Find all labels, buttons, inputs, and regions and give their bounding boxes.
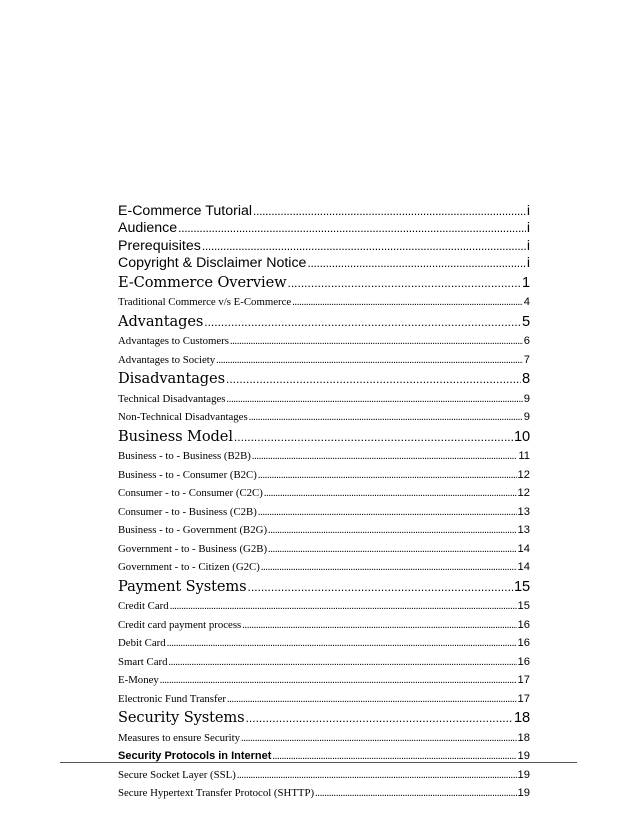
leader-dots bbox=[242, 617, 516, 635]
toc-entry-page: 12 bbox=[517, 487, 530, 500]
leader-dots bbox=[252, 448, 518, 466]
toc-entry[interactable] bbox=[118, 766, 530, 785]
leader-dots bbox=[226, 369, 521, 390]
toc-entry[interactable] bbox=[118, 238, 530, 255]
toc-entry-title: E-Money bbox=[118, 674, 159, 687]
toc-entry-title: Prerequisites bbox=[118, 237, 201, 254]
leader-dots bbox=[292, 294, 523, 312]
toc-entry-page: 18 bbox=[513, 710, 530, 727]
toc-entry-title: Credit Card bbox=[118, 600, 169, 613]
toc-entry-page: 19 bbox=[517, 768, 530, 781]
toc-entry-page: 5 bbox=[521, 313, 530, 330]
leader-dots bbox=[226, 391, 522, 409]
toc-entry-title: Advantages bbox=[118, 312, 204, 330]
leader-dots bbox=[202, 238, 526, 255]
toc-entry-title: E-Commerce Overview bbox=[118, 273, 287, 291]
toc-entry[interactable] bbox=[118, 332, 530, 351]
toc-entry-title: Non-Technical Disadvantages bbox=[118, 411, 248, 424]
leader-dots bbox=[178, 220, 526, 237]
toc-entry-page: 9 bbox=[523, 392, 530, 405]
leader-dots bbox=[258, 467, 517, 485]
toc-chapter[interactable] bbox=[118, 369, 530, 390]
toc-entry-page: 14 bbox=[517, 561, 530, 574]
table-of-contents bbox=[118, 203, 530, 803]
toc-entry-page: 9 bbox=[523, 411, 530, 424]
toc-entry-title: Technical Disadvantages bbox=[118, 392, 226, 405]
leader-dots bbox=[261, 559, 517, 577]
toc-entry-title: Payment Systems bbox=[118, 577, 247, 595]
toc-entry-title: Traditional Commerce v/s E-Commerce bbox=[118, 296, 292, 309]
toc-entry-title: Smart Card bbox=[118, 655, 168, 668]
toc-entry[interactable] bbox=[118, 503, 530, 522]
leader-dots bbox=[237, 767, 517, 785]
toc-entry-page: 1 bbox=[521, 274, 530, 291]
toc-entry-page: 16 bbox=[517, 655, 530, 668]
toc-entry-page: 18 bbox=[517, 731, 530, 744]
toc-entry-page: 12 bbox=[517, 468, 530, 481]
leader-dots bbox=[234, 427, 513, 448]
toc-entry-title: Business - to - Consumer (B2C) bbox=[118, 468, 257, 481]
leader-dots bbox=[307, 255, 525, 272]
toc-chapter[interactable] bbox=[118, 708, 530, 729]
toc-entry[interactable] bbox=[118, 390, 530, 409]
toc-entry-title: Business - to - Business (B2B) bbox=[118, 450, 251, 463]
toc-entry[interactable] bbox=[118, 408, 530, 427]
leader-dots bbox=[230, 333, 523, 351]
toc-entry-page: 8 bbox=[521, 371, 530, 388]
leader-dots bbox=[167, 635, 517, 653]
toc-entry[interactable] bbox=[118, 447, 530, 466]
toc-entry-page: 7 bbox=[523, 353, 530, 366]
footer-divider bbox=[60, 762, 577, 763]
toc-entry-page: 15 bbox=[513, 578, 530, 595]
leader-dots bbox=[227, 691, 517, 709]
toc-entry-page: 17 bbox=[517, 692, 530, 705]
toc-entry[interactable] bbox=[118, 784, 530, 803]
toc-entry-page: 10 bbox=[513, 428, 530, 445]
leader-dots bbox=[268, 541, 517, 559]
toc-entry[interactable] bbox=[118, 484, 530, 503]
leader-dots bbox=[315, 785, 516, 803]
toc-entry-page: 16 bbox=[517, 637, 530, 650]
toc-entry-title: Consumer - to - Business (C2B) bbox=[118, 505, 257, 518]
toc-entry[interactable] bbox=[118, 540, 530, 559]
toc-entry-title: E-Commerce Tutorial bbox=[118, 203, 253, 219]
toc-entry-page: i bbox=[526, 203, 530, 219]
toc-entry[interactable] bbox=[118, 220, 530, 237]
toc-entry-title: Government - to - Citizen (G2C) bbox=[118, 561, 260, 574]
toc-entry[interactable] bbox=[118, 255, 530, 272]
toc-entry[interactable] bbox=[118, 203, 530, 220]
toc-entry[interactable] bbox=[118, 671, 530, 690]
toc-entry-page: 13 bbox=[517, 505, 530, 518]
toc-chapter[interactable] bbox=[118, 312, 530, 333]
toc-entry-page: 15 bbox=[517, 600, 530, 613]
leader-dots bbox=[253, 203, 526, 220]
toc-chapter[interactable] bbox=[118, 577, 530, 598]
leader-dots bbox=[168, 654, 516, 672]
toc-chapter[interactable] bbox=[118, 273, 530, 294]
leader-dots bbox=[249, 409, 523, 427]
toc-entry-title: Advantages to Customers bbox=[118, 335, 229, 348]
toc-entry[interactable] bbox=[118, 351, 530, 370]
toc-entry[interactable] bbox=[118, 653, 530, 672]
toc-entry-title: Measures to ensure Security bbox=[118, 731, 241, 744]
toc-entry-page: 19 bbox=[517, 750, 530, 763]
toc-entry-title: Government - to - Business (G2B) bbox=[118, 542, 268, 555]
toc-entry-title: Disadvantages bbox=[118, 370, 225, 388]
toc-entry-page: i bbox=[526, 220, 530, 237]
toc-entry-title: Electronic Fund Transfer bbox=[118, 692, 226, 705]
toc-entry-title: Business Model bbox=[118, 427, 233, 445]
leader-dots bbox=[241, 730, 517, 748]
toc-entry[interactable] bbox=[118, 558, 530, 577]
leader-dots bbox=[264, 485, 517, 503]
toc-entry-title: Copyright & Disclaimer Notice bbox=[118, 255, 307, 272]
toc-entry[interactable] bbox=[118, 690, 530, 709]
toc-entry-page: 4 bbox=[523, 296, 530, 309]
toc-entry-title: Consumer - to - Consumer (C2C) bbox=[118, 487, 263, 500]
leader-dots bbox=[246, 708, 513, 729]
toc-entry[interactable] bbox=[118, 729, 530, 748]
leader-dots bbox=[268, 522, 517, 540]
toc-entry-title: Debit Card bbox=[118, 637, 166, 650]
leader-dots bbox=[170, 598, 517, 616]
toc-entry[interactable] bbox=[118, 521, 530, 540]
toc-entry-page: 17 bbox=[517, 674, 530, 687]
leader-dots bbox=[258, 504, 517, 522]
toc-entry-page: i bbox=[526, 255, 530, 272]
toc-entry[interactable] bbox=[118, 634, 530, 653]
toc-entry[interactable] bbox=[118, 293, 530, 312]
toc-entry-title: Audience bbox=[118, 220, 178, 237]
toc-entry-title: Credit card payment process bbox=[118, 618, 242, 631]
toc-entry-page: 13 bbox=[517, 524, 530, 537]
leader-dots bbox=[160, 672, 517, 690]
toc-entry[interactable] bbox=[118, 466, 530, 485]
toc-entry-title: Advantages to Society bbox=[118, 353, 216, 366]
toc-entry[interactable] bbox=[118, 597, 530, 616]
toc-entry-title: Secure Socket Layer (SSL) bbox=[118, 768, 236, 781]
toc-entry-page: 19 bbox=[517, 787, 530, 800]
toc-chapter[interactable] bbox=[118, 427, 530, 448]
toc-entry-title: Security Protocols in Internet bbox=[118, 750, 272, 763]
leader-dots bbox=[288, 273, 521, 294]
toc-entry-page: 14 bbox=[517, 542, 530, 555]
toc-entry-title: Security Systems bbox=[118, 709, 245, 727]
toc-entry-page: i bbox=[526, 237, 530, 254]
toc-entry-title: Business - to - Government (B2G) bbox=[118, 524, 268, 537]
toc-entry-page: 6 bbox=[523, 335, 530, 348]
toc-entry[interactable] bbox=[118, 616, 530, 635]
leader-dots bbox=[216, 352, 523, 370]
leader-dots bbox=[204, 312, 521, 333]
toc-entry-title: Secure Hypertext Transfer Protocol (SHTTP) bbox=[118, 787, 315, 800]
leader-dots bbox=[248, 577, 513, 598]
toc-entry-page: 16 bbox=[517, 618, 530, 631]
toc-entry-page: 11 bbox=[518, 450, 530, 463]
